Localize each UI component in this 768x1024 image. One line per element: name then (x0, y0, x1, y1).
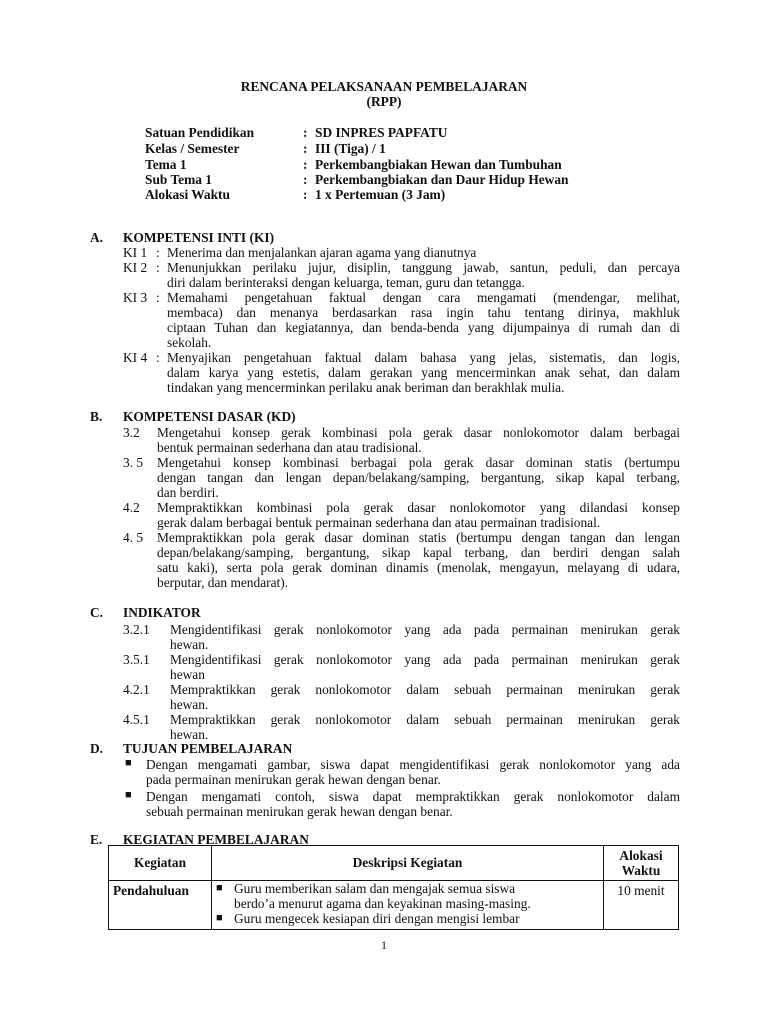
list-item (123, 682, 680, 712)
info-value: Perkembangbiakan Hewan dan Tumbuhan (315, 157, 562, 172)
cell-kegiatan: Pendahuluan (109, 881, 212, 930)
item-code: 4. 5 (123, 530, 144, 545)
list-item (123, 712, 680, 742)
item-colon: : (156, 245, 160, 260)
text-line: Mempraktikkan gerak nonlokomotor dalam sebuah permainan menirukan gerak (170, 712, 680, 727)
text-line: berdo’a menurut agama dan keyakinan masing-masing. (234, 896, 531, 911)
item-text (157, 425, 680, 455)
text-line: Mengetahui konsep gerak kombinasi pola gerak dasar nonlokomotor dalam berbagai (157, 425, 680, 440)
table-header-row (109, 846, 679, 881)
column-header-deskripsi: Deskripsi Kegiatan (212, 846, 604, 881)
section-letter: D. (90, 741, 104, 756)
text-line: Mengidentifikasi gerak nonlokomotor yang ada pada permainan menirukan gerak (170, 652, 680, 667)
text-line: membaca) dan menanya berdasarkan rasa ingin tahu tentang dirinya, makhluk (167, 305, 680, 320)
item-text (146, 789, 680, 819)
text-line: hewan. (170, 637, 209, 652)
section-title: TUJUAN PEMBELAJARAN (123, 741, 293, 756)
list-item (123, 425, 680, 455)
list-item (123, 245, 680, 260)
text-line: Memahami pengetahuan faktual dengan cara mengamati (mendengar, melihat, (167, 290, 680, 305)
item-text (167, 260, 680, 290)
item-text (170, 622, 680, 652)
text-line: hewan (170, 667, 205, 682)
item-text (170, 682, 680, 712)
item-code: 3. 5 (123, 455, 144, 470)
info-colon: : (303, 187, 308, 202)
item-colon: : (156, 260, 160, 275)
info-value: III (Tiga) / 1 (315, 141, 386, 156)
item-code: 4.2.1 (123, 682, 150, 697)
item-code: 3.2 (123, 425, 140, 440)
text-line: Menerima dan menjalankan ajaran agama yang dianutnya (167, 245, 477, 260)
item-code: KI 1 (123, 245, 148, 260)
item-colon: : (156, 350, 160, 365)
text-line: Mengidentifikasi gerak nonlokomotor yang ada pada permainan menirukan gerak (170, 622, 680, 637)
text-line: Menunjukkan perilaku jujur, disiplin, tanggung jawab, santun, peduli, dan percaya (167, 260, 680, 275)
text-line: Dengan mengamati contoh, siswa dapat mempraktikkan gerak nonlokomotor dalam (146, 789, 680, 804)
list-item (123, 350, 680, 395)
info-label: Alokasi Waktu (145, 187, 230, 202)
text-line: sebuah permainan menirukan gerak hewan dengan benar. (146, 804, 453, 819)
item-text (157, 500, 680, 530)
bullet-icon: ■ (125, 757, 132, 769)
text-line: Menyajikan pengetahuan faktual dalam bahasa yang jelas, sistematis, dan logis, (167, 350, 680, 365)
info-label: Tema 1 (145, 157, 187, 172)
section-letter: E. (90, 832, 103, 847)
text-line: Mengetahui konsep kombinasi berbagai pola gerak dasar dominan statis (bertumpu (157, 455, 680, 470)
section-letter: B. (90, 409, 103, 424)
text-line: sekolah. (167, 335, 212, 350)
description-item (216, 911, 599, 926)
info-label: Sub Tema 1 (145, 172, 212, 187)
text-line: berputar, dan mendarat). (157, 575, 289, 590)
info-label: Kelas / Semester (145, 141, 240, 156)
text-line: Dengan mengamati gambar, siswa dapat mengidentifikasi gerak nonlokomotor yang ada (146, 757, 680, 772)
list-item (146, 789, 680, 819)
item-colon: : (156, 290, 160, 305)
item-text (167, 245, 680, 260)
item-code: 4.5.1 (123, 712, 150, 727)
text-line: dan berdiri. (157, 485, 219, 500)
description-list (216, 881, 599, 926)
info-value: Perkembangbiakan dan Daur Hidup Hewan (315, 172, 569, 187)
list-item (146, 757, 680, 787)
list-item (123, 652, 680, 682)
list-item (123, 455, 680, 500)
text-line: Guru memberikan salam dan mengajak semua siswa (234, 881, 516, 896)
activity-table (108, 845, 679, 930)
item-text (157, 455, 680, 500)
section-title: INDIKATOR (123, 605, 201, 620)
text-line: dengan tangan dan lengan depan/belakang/samping, bergantung, sikap kapal terbang, (157, 470, 680, 485)
list-item (123, 500, 680, 530)
description-item (216, 881, 599, 911)
list-item (123, 290, 680, 350)
item-text (157, 530, 680, 590)
item-text (167, 290, 680, 350)
text-line: Mempraktikkan gerak nonlokomotor dalam sebuah permainan menirukan gerak (170, 682, 680, 697)
bullet-icon: ■ (216, 882, 223, 894)
section-letter: A. (90, 230, 104, 245)
info-colon: : (303, 141, 308, 156)
column-header-alokasi: Alokasi Waktu (604, 846, 679, 881)
text-line: hewan. (170, 697, 209, 712)
text-line: hewan. (170, 727, 209, 742)
text-line: gerak dalam berbagai bentuk permainan sederhana dan atau permainan tradisional. (157, 515, 601, 530)
cell-alokasi: 10 menit (604, 881, 679, 930)
text-line: tindakan yang mencerminkan perilaku anak beriman dan berakhlak mulia. (167, 380, 565, 395)
item-text (146, 757, 680, 787)
text-line: pada permainan menirukan gerak hewan dengan benar. (146, 772, 441, 787)
document-title: RENCANA PELAKSANAAN PEMBELAJARAN (240, 79, 528, 94)
item-code: KI 4 (123, 350, 148, 365)
bullet-icon: ■ (125, 789, 132, 801)
list-item (123, 622, 680, 652)
cell-deskripsi (212, 881, 604, 930)
section-title: KOMPETENSI DASAR (KD) (123, 409, 296, 424)
text-line: satu kaki), serta pola gerak dominan dinamis (menolak, mengayun, melayang di udara, (157, 560, 680, 575)
list-item (123, 530, 680, 590)
text-line: Guru mengecek kesiapan diri dengan mengisi lembar (234, 911, 520, 926)
text-line: Mempraktikkan kombinasi pola gerak dasar nonlokomotor yang dilandasi konsep (157, 500, 680, 515)
list-item (123, 260, 680, 290)
text-line: bentuk permainan sederhana dan atau tradisional. (157, 440, 422, 455)
section-letter: C. (90, 605, 104, 620)
item-code: 3.5.1 (123, 652, 150, 667)
info-colon: : (303, 125, 308, 140)
info-value: SD INPRES PAPFATU (315, 125, 448, 140)
text-line: ciptaan Tuhan dan kegiatannya, dan benda-benda yang dijumpainya di rumah dan di (167, 320, 680, 335)
section-title: KEGIATAN PEMBELAJARAN (123, 832, 309, 847)
bullet-icon: ■ (216, 912, 223, 924)
section-title: KOMPETENSI INTI (KI) (123, 230, 275, 245)
info-label: Satuan Pendidikan (145, 125, 255, 140)
info-colon: : (303, 172, 308, 187)
document-subtitle: (RPP) (366, 94, 402, 109)
text-line: Mempraktikkan pola gerak dasar dominan statis (bertumpu dengan tangan dan lengan (157, 530, 680, 545)
item-text (170, 712, 680, 742)
item-text (170, 652, 680, 682)
item-text (167, 350, 680, 395)
page-number: 1 (381, 938, 387, 952)
text-line: depan/belakang/samping, bergantung, sikap kapal terbang, dan berdiri dengan salah (157, 545, 680, 560)
info-colon: : (303, 157, 308, 172)
item-code: 4.2 (123, 500, 140, 515)
table-row (109, 881, 679, 930)
column-header-kegiatan: Kegiatan (109, 846, 212, 881)
item-code: KI 2 (123, 260, 148, 275)
item-code: 3.2.1 (123, 622, 150, 637)
info-value: 1 x Pertemuan (3 Jam) (315, 187, 446, 202)
text-line: diri dalam berinteraksi dengan keluarga, teman, guru dan tetangga. (167, 275, 525, 290)
item-code: KI 3 (123, 290, 148, 305)
text-line: dalam karya yang estetis, dalam gerakan yang mencerminkan anak sehat, dan dalam (167, 365, 680, 380)
